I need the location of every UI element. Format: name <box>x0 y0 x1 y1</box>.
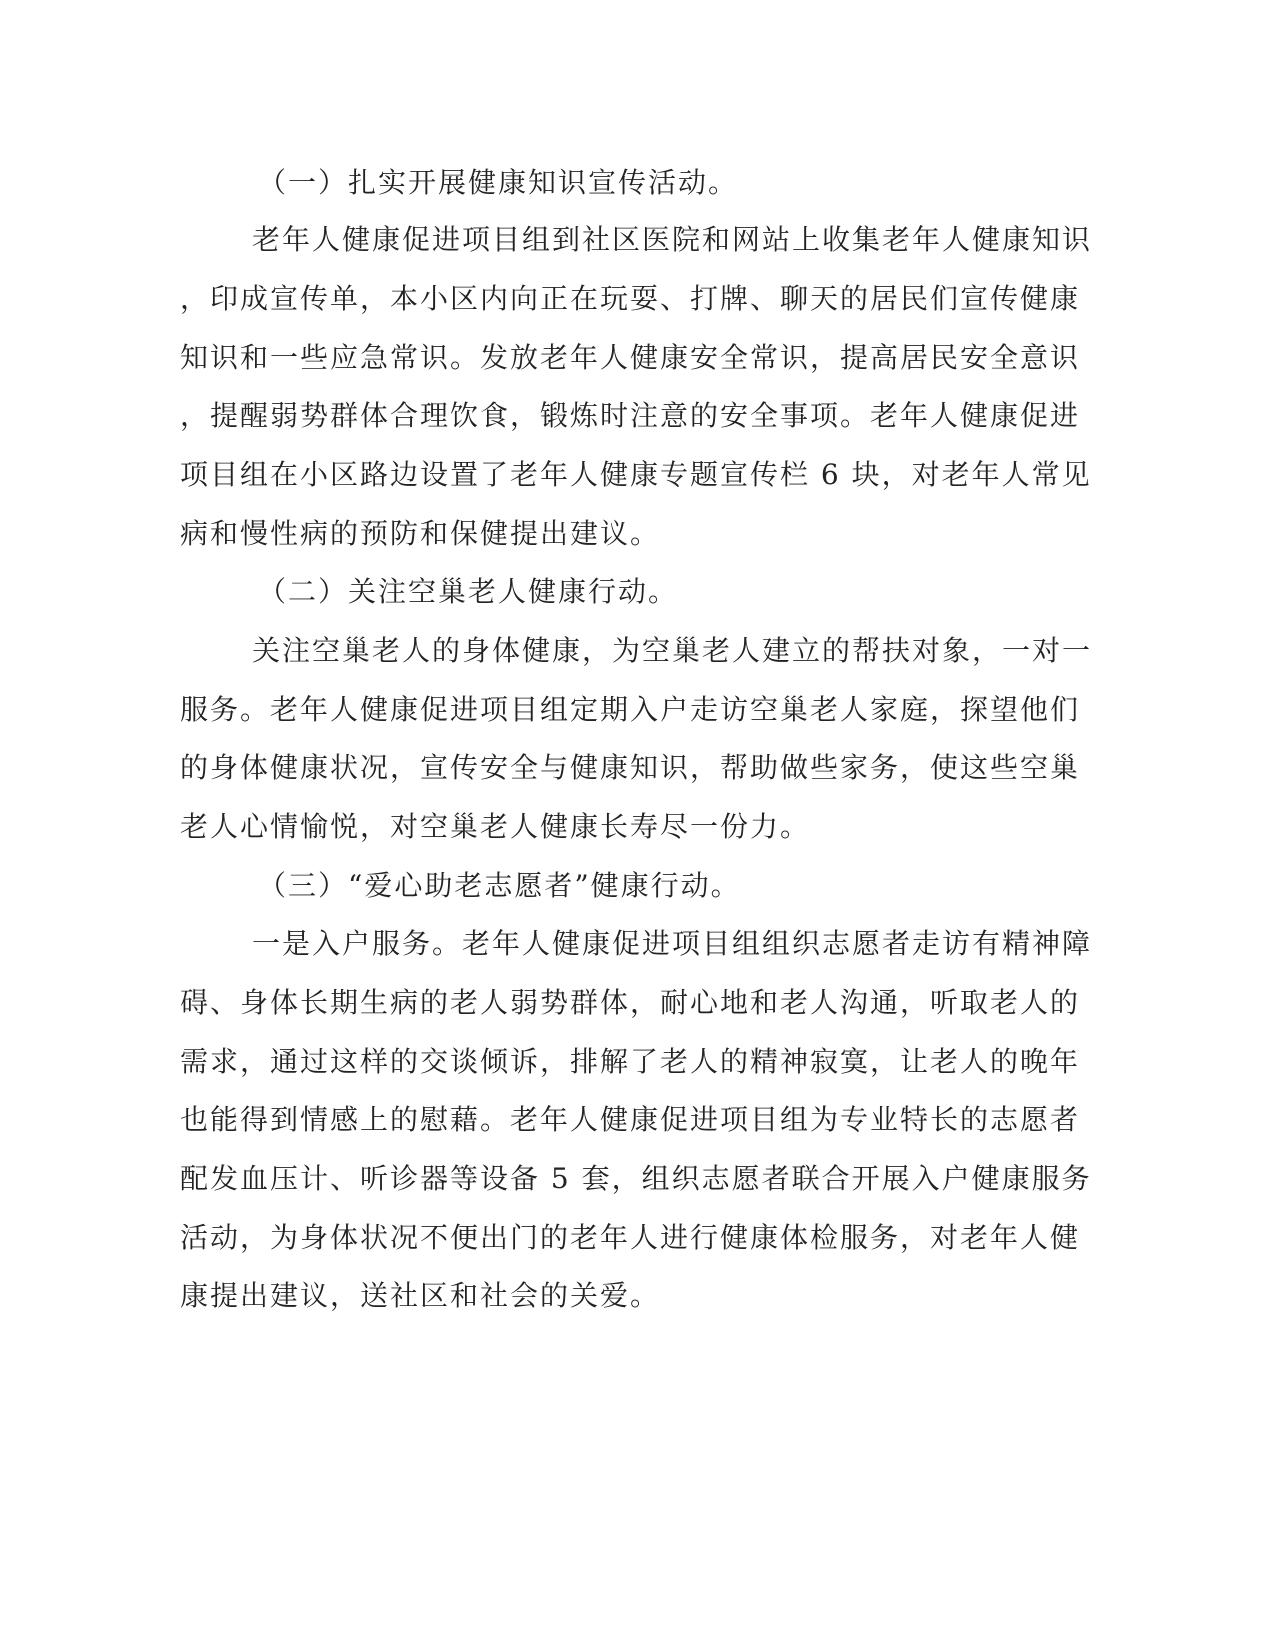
section-1-line-2: ，印成宣传单，本小区内向正在玩耍、打牌、聊天的居民们宣传健康 <box>180 282 1081 315</box>
section-1-line-1: 老年人健康促进项目组到社区医院和网站上收集老年人健康知识 <box>252 223 1093 256</box>
section-3-heading: （三）“爱心助老志愿者”健康行动。 <box>258 869 741 902</box>
section-3-line-6: 活动，为身体状况不便出门的老年人进行健康体检服务，对老年人健 <box>180 1221 1081 1254</box>
section-3-line-5: 配发血压计、听诊器等设备 5 套，组织志愿者联合开展入户健康服务 <box>180 1162 1092 1195</box>
section-3-line-2: 碍、身体长期生病的老人弱势群体，耐心地和老人沟通，听取老人的 <box>180 986 1081 1019</box>
section-1-line-6: 病和慢性病的预防和保健提出建议。 <box>180 517 661 550</box>
section-1-line-5: 项目组在小区路边设置了老年人健康专题宣传栏 6 块，对老年人常见 <box>180 458 1092 491</box>
section-2-line-3: 的身体健康状况，宣传安全与健康知识，帮助做些家务，使这些空巢 <box>180 751 1081 784</box>
section-3-line-7: 康提出建议，送社区和社会的关爱。 <box>180 1279 661 1312</box>
section-1-line-3: 知识和一些应急常识。发放老年人健康安全常识，提高居民安全意识 <box>180 341 1081 374</box>
section-1-line-4: ，提醒弱势群体合理饮食，锻炼时注意的安全事项。老年人健康促进 <box>180 399 1081 432</box>
section-2-line-4: 老人心情愉悦，对空巢老人健康长寿尽一份力。 <box>180 810 811 843</box>
section-3-line-3: 需求，通过这样的交谈倾诉，排解了老人的精神寂寞，让老人的晚年 <box>180 1045 1081 1078</box>
section-3-line-1: 一是入户服务。老年人健康促进项目组组织志愿者走访有精神障 <box>252 927 1093 960</box>
section-2-line-1: 关注空巢老人的身体健康，为空巢老人建立的帮扶对象，一对一 <box>252 634 1093 667</box>
section-3-line-4: 也能得到情感上的慰藉。老年人健康促进项目组为专业特长的志愿者 <box>180 1103 1081 1136</box>
section-2-heading: （二）关注空巢老人健康行动。 <box>258 575 679 608</box>
section-2-line-2: 服务。老年人健康促进项目组定期入户走访空巢老人家庭，探望他们 <box>180 693 1081 726</box>
section-1-heading: （一）扎实开展健康知识宣传活动。 <box>258 166 739 199</box>
